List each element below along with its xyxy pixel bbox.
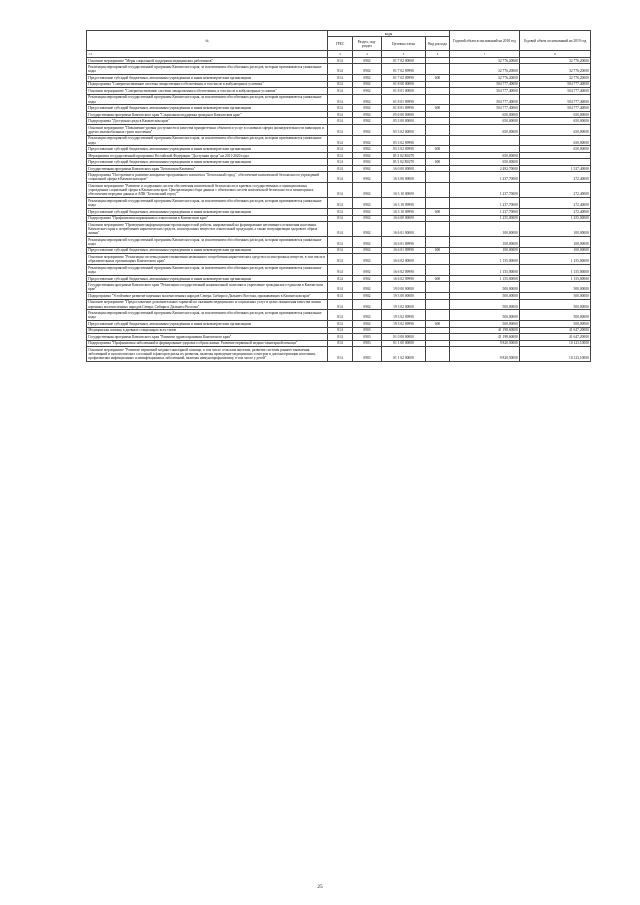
row-type: 600 (426, 321, 450, 327)
row-section: 0903 (353, 327, 382, 333)
row-target: 16 3 10 09990 (382, 198, 426, 209)
row-name: Подпрограмма "Профилактика заболеваний и формирование здорового образа жизни. Развитие первичной медико-санитарной помощи" (87, 340, 328, 346)
table-row (87, 254, 591, 265)
row-grbs: 814 (328, 152, 353, 158)
row-2019: 272,40000 (520, 183, 591, 198)
table-row (87, 282, 591, 293)
row-grbs: 814 (328, 265, 353, 276)
row-target: 05 3 02 R0270 (382, 152, 426, 158)
row-grbs: 814 (328, 198, 353, 209)
header-num: № (87, 31, 328, 51)
table-row (87, 222, 591, 237)
row-type: 600 (426, 209, 450, 215)
row-grbs: 814 (328, 159, 353, 165)
row-2019: 10 123,10000 (520, 340, 591, 346)
row-grbs: 814 (328, 247, 353, 253)
header-type: Вид расхода (426, 37, 450, 51)
row-grbs: 814 (328, 275, 353, 281)
row-section: 0902 (353, 247, 382, 253)
row-section: 0902 (353, 64, 382, 75)
row-type (426, 299, 450, 310)
row-name: Основное мероприятие "Повышение уровня доступности и качества приоритетных объектов и услуг в основных сферах жизнедеятельности инвалидов и других маломобильных групп населения" (87, 124, 328, 135)
header-section: Раздел, под-раздел (353, 37, 382, 51)
row-2018: 650,00000 (450, 159, 520, 165)
row-2019: 500,00000 (520, 299, 591, 310)
row-2019: 650,00000 (520, 111, 591, 117)
row-2018: 32 776,20000 (450, 75, 520, 81)
row-section: 0902 (353, 57, 382, 63)
row-section: 0902 (353, 105, 382, 111)
row-target: 16 6 01 09990 (382, 237, 426, 248)
row-name: Подпрограмма "Доступная среда в Камчатском крае" (87, 118, 328, 124)
row-target: 01 8 00 00000 (382, 81, 426, 87)
row-section: 0902 (353, 118, 382, 124)
row-section: 0902 (353, 275, 382, 281)
row-grbs: 814 (328, 183, 353, 198)
row-target: 16 3 10 00000 (382, 183, 426, 198)
row-name: Государственная программа Камчатского края "Социальная поддержка граждан в Камчатском крае" (87, 111, 328, 117)
row-2018: 41 198,60000 (450, 334, 520, 340)
row-2019: 650,00000 (520, 135, 591, 146)
row-section: 0902 (353, 215, 382, 221)
row-type: 600 (426, 247, 450, 253)
row-target: 05 3 02 09990 (382, 135, 426, 146)
table-row (87, 310, 591, 321)
row-grbs: 814 (328, 237, 353, 248)
row-2019: 500,00000 (520, 293, 591, 299)
row-2018: 9 820,50000 (450, 340, 520, 346)
row-section: 0902 (353, 124, 382, 135)
column-index-cell: 7 (450, 51, 520, 57)
row-grbs: 814 (328, 105, 353, 111)
column-index-cell: 6 (426, 51, 450, 57)
row-name: Предоставление субсидий бюджетным, автономным учреждениям и иным некоммерческим организациям (87, 209, 328, 215)
row-2018: 1 237,70000 (450, 172, 520, 183)
row-grbs: 814 (328, 254, 353, 265)
row-2018: 504 777,40000 (450, 81, 520, 87)
row-name: Основное мероприятие "Совершенствование системы лекарственного обеспечения, в том числе в амбулаторных условиях" (87, 88, 328, 94)
row-2019: 504 777,40000 (520, 94, 591, 105)
row-grbs: 814 (328, 57, 353, 63)
row-grbs: 814 (328, 81, 353, 87)
row-2019: 504 777,40000 (520, 105, 591, 111)
table-row (87, 198, 591, 209)
row-2019: 650,00000 (520, 118, 591, 124)
table-row (87, 183, 591, 198)
row-section: 0903 (353, 347, 382, 362)
row-grbs: 814 (328, 209, 353, 215)
row-2018: 504 777,40000 (450, 105, 520, 111)
table-row (87, 135, 591, 146)
table-row (87, 64, 591, 75)
row-2018: 500,00000 (450, 310, 520, 321)
row-section: 0902 (353, 198, 382, 209)
row-2019: 1 527,40000 (520, 165, 591, 171)
row-grbs: 814 (328, 334, 353, 340)
row-name: Реализация мероприятий государственной программы Камчатского края, за исключением обособленных расходов, которым присваиваются уникальные коды (87, 94, 328, 105)
row-2018: 1 155,00000 (450, 275, 520, 281)
row-type (426, 282, 450, 293)
row-target: 16 6 01 00000 (382, 222, 426, 237)
row-name: Предоставление субсидий бюджетным, автономным учреждениям и иным некоммерческим организациям (87, 321, 328, 327)
row-type (426, 64, 450, 75)
column-index-cell: 1 2 (87, 51, 328, 57)
row-target: 01 8 01 00000 (382, 88, 426, 94)
row-grbs: 814 (328, 135, 353, 146)
row-target: 01 1 02 00000 (382, 347, 426, 362)
row-2019: 504 777,40000 (520, 88, 591, 94)
row-target: 16 0 00 00000 (382, 165, 426, 171)
row-type: 600 (426, 105, 450, 111)
row-name: Предоставление субсидий бюджетным, автономным учреждениям и иным некоммерческим организациям (87, 105, 328, 111)
row-target: 05 3 02 09990 (382, 146, 426, 152)
row-target: 16 3 10 09990 (382, 209, 426, 215)
row-grbs: 814 (328, 321, 353, 327)
row-2018: 500,00000 (450, 282, 520, 293)
row-name: Мероприятия государственной программы Российской Федерации "Доступная среда" на 2011-2020 годы (87, 152, 328, 158)
column-index-cell: 4 (353, 51, 382, 57)
row-section: 0902 (353, 254, 382, 265)
row-section: 0902 (353, 282, 382, 293)
row-grbs: 814 (328, 64, 353, 75)
row-target: 01 7 02 00000 (382, 57, 426, 63)
row-2018: 500,00000 (450, 293, 520, 299)
row-grbs: 814 (328, 347, 353, 362)
row-name: Основное мероприятие "Развитие первичной медико-санитарной помощи, в том числе сельским жителям, развитие системы раннего выявления заболеваний и патологических состояний и факторов риска их развития, включая проведение медицинских осмотров и диспансеризации населения, профилактика инфекционных и неинфекционных заболеваний, включая иммунопрофилактику, в том числе у детей" (87, 347, 328, 362)
row-target: 16 6 02 09990 (382, 265, 426, 276)
row-2019: 100,00000 (520, 222, 591, 237)
row-2019: 1 155,00000 (520, 275, 591, 281)
table-row (87, 237, 591, 248)
row-2019: 500,00000 (520, 321, 591, 327)
row-type (426, 310, 450, 321)
row-type (426, 172, 450, 183)
row-section: 0902 (353, 94, 382, 105)
row-grbs: 814 (328, 215, 353, 221)
row-target: 05 0 00 00000 (382, 111, 426, 117)
row-type: 600 (426, 146, 450, 152)
row-target: 16 6 02 00000 (382, 254, 426, 265)
row-2019: 272,40000 (520, 172, 591, 183)
row-target: 05 3 02 00000 (382, 124, 426, 135)
row-2019: 500,00000 (520, 282, 591, 293)
row-name: Подпрограмма "Построение и развитие аппаратно-программного комплекса "Безопасный город", обеспечение комплексной безопасности учреждений социальной сферы в Камчатском крае" (87, 172, 328, 183)
row-2018: 100,00000 (450, 247, 520, 253)
row-grbs: 814 (328, 88, 353, 94)
row-grbs: 814 (328, 282, 353, 293)
row-name: Государственная программа Камчатского края "Реализация государственной национальной политики и укрепление гражданского единства в Камчатском крае" (87, 282, 328, 293)
table-row (87, 94, 591, 105)
row-section: 0902 (353, 183, 382, 198)
row-grbs: 814 (328, 124, 353, 135)
row-2019: 272,40000 (520, 209, 591, 215)
table-row (87, 347, 591, 362)
row-target: 01 7 02 09990 (382, 64, 426, 75)
row-name: Медицинская помощь в дневных стационарах всех типов (87, 327, 328, 333)
row-section: 0902 (353, 152, 382, 158)
row-grbs: 814 (328, 165, 353, 171)
row-name: Реализация мероприятий государственной программы Камчатского края, за исключением обособленных расходов, которым присваиваются уникальные коды (87, 310, 328, 321)
row-grbs: 814 (328, 299, 353, 310)
row-name: Подпрограмма "Совершенствование системы лекарственного обеспечения, в том числе в амбулаторных условиях" (87, 81, 328, 87)
header-target: Целевая статья (382, 37, 426, 51)
row-name: Реализация мероприятий государственной программы Камчатского края, за исключением обособленных расходов, которым присваиваются уникальные коды (87, 237, 328, 248)
row-type (426, 237, 450, 248)
row-2019: 650,00000 (520, 124, 591, 135)
row-2018 (450, 135, 520, 146)
header-2018: Годовой объем ассигнований на 2018 год (450, 31, 520, 51)
row-type (426, 183, 450, 198)
row-2018: 650,00000 (450, 118, 520, 124)
row-name: Государственная программа Камчатского края "Безопасная Камчатка" (87, 165, 328, 171)
row-2018: 41 198,60000 (450, 327, 520, 333)
row-2019: 504 777,40000 (520, 81, 591, 87)
column-index-cell: 5 (382, 51, 426, 57)
row-2018: 32 776,20000 (450, 57, 520, 63)
table-row (87, 172, 591, 183)
row-type: 600 (426, 75, 450, 81)
table-row (87, 299, 591, 310)
row-section: 0902 (353, 146, 382, 152)
row-2019: 41 647,20000 (520, 334, 591, 340)
row-target: 16 6 02 09990 (382, 275, 426, 281)
row-2018: 650,00000 (450, 111, 520, 117)
row-name: Предоставление субсидий бюджетным, автономным учреждениям и иным некоммерческим организациям (87, 159, 328, 165)
row-name: Основное мероприятие "Меры социальной поддержки медицинских работников" (87, 57, 328, 63)
row-target: 19 0 00 00000 (382, 282, 426, 293)
row-name: Основное мероприятие "Развитие и содержание систем обеспечения комплексной безопасности в краевых государственных и муниципальных учреждениях социальной сферы в Камчатском крае. Централизация сбора данных с объектовых систем комплексной безопасности и мониторинга, обеспечение передачи данных в АПК "Безопасный город"" (87, 183, 328, 198)
row-section: 0902 (353, 265, 382, 276)
row-2018: 1 155,00000 (450, 265, 520, 276)
header-codes: коды (328, 31, 450, 37)
row-name: Предоставление субсидий бюджетным, автономным учреждениям и иным некоммерческим организациям (87, 75, 328, 81)
row-2018: 504 777,40000 (450, 94, 520, 105)
row-2019: 500,00000 (520, 310, 591, 321)
row-type (426, 222, 450, 237)
row-section: 0903 (353, 340, 382, 346)
row-grbs: 814 (328, 118, 353, 124)
row-target: 01 8 01 09990 (382, 94, 426, 105)
row-2018: 1 155,00000 (450, 254, 520, 265)
row-2018: 1 237,70000 (450, 209, 520, 215)
row-target: 19 3 02 00000 (382, 299, 426, 310)
row-2019: 1 155,00000 (520, 254, 591, 265)
row-section: 0902 (353, 135, 382, 146)
row-2018: 650,00000 (450, 124, 520, 135)
column-index-cell: 8 (520, 51, 591, 57)
row-name: Предоставление субсидий бюджетным, автономным учреждениям и иным некоммерческим организациям (87, 146, 328, 152)
row-section: 0902 (353, 310, 382, 321)
row-grbs: 814 (328, 146, 353, 152)
row-type (426, 94, 450, 105)
row-grbs: 814 (328, 310, 353, 321)
row-name: Реализация мероприятий государственной программы Камчатского края, за исключением обособленных расходов, которым присваиваются уникальные коды (87, 135, 328, 146)
row-name: Предоставление субсидий бюджетным, автономным учреждениям и иным некоммерческим организациям (87, 275, 328, 281)
row-name: Основное мероприятие "Реализация системы раннего выявления незаконного потребления наркотических средств и психотропных веществ, в том числе в образовательных организациях Камчатского края" (87, 254, 328, 265)
row-section: 0902 (353, 165, 382, 171)
row-section: 0902 (353, 81, 382, 87)
row-2018: 500,00000 (450, 321, 520, 327)
row-section: 0902 (353, 299, 382, 310)
row-2018: 100,00000 (450, 222, 520, 237)
row-2019: 100,00000 (520, 247, 591, 253)
row-name: Предоставление субсидий бюджетным, автономным учреждениям и иным некоммерческим организациям (87, 247, 328, 253)
row-2018: 1 237,70000 (450, 183, 520, 198)
row-target: 16 6 01 09990 (382, 247, 426, 253)
row-section: 0902 (353, 222, 382, 237)
row-target: 01 7 02 09990 (382, 75, 426, 81)
row-section: 0902 (353, 111, 382, 117)
row-type: 600 (426, 159, 450, 165)
row-2019: 650,00000 (520, 146, 591, 152)
row-name: Подпрограмма "Профилактика наркомании и алкоголизма в Камчатском крае" (87, 215, 328, 221)
row-name: Реализация мероприятий государственной программы Камчатского края, за исключением обособленных расходов, которым присваиваются уникальные коды (87, 198, 328, 209)
row-name: Реализация мероприятий государственной программы Камчатского края, за исключением обособленных расходов, которым присваиваются уникальные коды (87, 64, 328, 75)
row-2018: 1 255,00000 (450, 215, 520, 221)
row-section: 0902 (353, 159, 382, 165)
row-2019: 1 155,00000 (520, 265, 591, 276)
row-target: 16 6 00 00000 (382, 215, 426, 221)
row-2019: 41 647,20000 (520, 327, 591, 333)
row-section: 0902 (353, 321, 382, 327)
row-type (426, 265, 450, 276)
row-2018: 504 777,40000 (450, 88, 520, 94)
row-type (426, 135, 450, 146)
row-section: 0903 (353, 334, 382, 340)
row-grbs: 814 (328, 94, 353, 105)
row-section: 0902 (353, 75, 382, 81)
row-2019: 32 776,20000 (520, 57, 591, 63)
row-2019: 100,00000 (520, 237, 591, 248)
row-type: 600 (426, 275, 450, 281)
row-2019: 32 776,20000 (520, 64, 591, 75)
row-2018: 650,00000 (450, 152, 520, 158)
row-2018: 2 492,70000 (450, 165, 520, 171)
row-section: 0902 (353, 209, 382, 215)
row-target: 01 0 00 00000 (382, 334, 426, 340)
row-type (426, 254, 450, 265)
header-2019: Годовой объем ассигнований на 2019 год (520, 31, 591, 51)
row-target: 05 3 02 R0270 (382, 159, 426, 165)
row-type (426, 124, 450, 135)
row-type (426, 347, 450, 362)
row-grbs: 814 (328, 327, 353, 333)
column-index-cell: 3 (328, 51, 353, 57)
row-2018: 9 820,50000 (450, 347, 520, 362)
table-row (87, 265, 591, 276)
row-grbs: 814 (328, 172, 353, 183)
row-section: 0902 (353, 172, 382, 183)
row-type (426, 198, 450, 209)
budget-table (86, 30, 591, 362)
row-name: Основное мероприятие "Предоставление дополнительных гарантий по оказанию медицинских и социальных услуг в целях повышения качества жизни коренных малочисленных народов Севера, Сибири и Дальнего Востока" (87, 299, 328, 310)
header-grbs: ГРБС (328, 37, 353, 51)
row-section: 0902 (353, 237, 382, 248)
row-name: Реализация мероприятий государственной программы Камчатского края, за исключением обособленных расходов, которым присваиваются уникальные коды (87, 265, 328, 276)
row-target: 19 3 00 00000 (382, 293, 426, 299)
row-target: 01 8 01 09990 (382, 105, 426, 111)
row-grbs: 814 (328, 111, 353, 117)
page-number: 25 (317, 884, 323, 890)
row-target: 05 3 00 00000 (382, 118, 426, 124)
row-target: 19 3 02 09990 (382, 321, 426, 327)
row-section: 0902 (353, 88, 382, 94)
row-2018: 500,00000 (450, 299, 520, 310)
row-name: Государственная программа Камчатского края "Развитие здравоохранения Камчатского края" (87, 334, 328, 340)
row-name: Подпрограмма "Устойчивое развитие коренных малочисленных народов Севера, Сибири и Дальнего Востока, проживающих в Камчатском крае" (87, 293, 328, 299)
row-section: 0902 (353, 293, 382, 299)
row-grbs: 814 (328, 222, 353, 237)
row-2018: 100,00000 (450, 237, 520, 248)
row-grbs: 814 (328, 293, 353, 299)
row-grbs: 814 (328, 75, 353, 81)
row-2019: 10 123,10000 (520, 347, 591, 362)
row-target: 01 1 00 00000 (382, 340, 426, 346)
table-row (87, 124, 591, 135)
row-2019: 32 776,20000 (520, 75, 591, 81)
row-2019: 272,40000 (520, 198, 591, 209)
row-2018: 32 776,20000 (450, 64, 520, 75)
row-target: 19 3 02 09990 (382, 310, 426, 321)
row-2018: 1 237,70000 (450, 198, 520, 209)
row-name: Основное мероприятие "Проведение информационно-пропагандистской работы, направленной на формирование негативного отношения населения Камчатского края к потреблению наркотических средств, психотропных веществ и алкогольной продукции, а также популяризации здорового образа жизни" (87, 222, 328, 237)
row-grbs: 814 (328, 340, 353, 346)
row-2019: 1 255,00000 (520, 215, 591, 221)
row-target: 16 3 00 00000 (382, 172, 426, 183)
